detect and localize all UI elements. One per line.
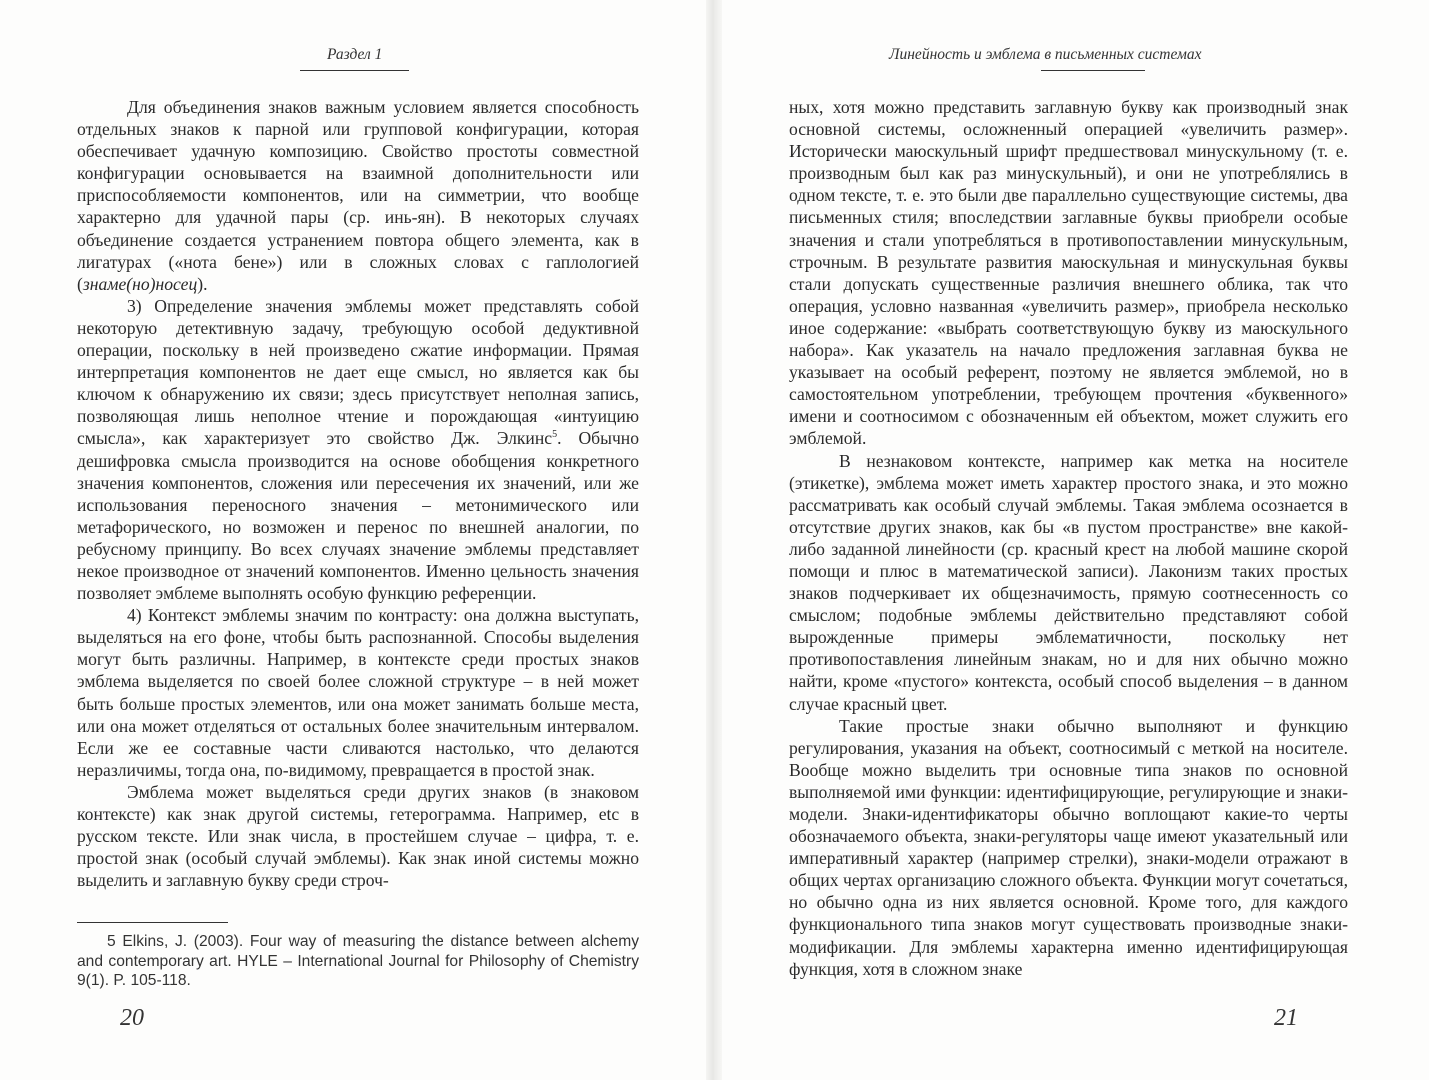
left-body-text — [77, 96, 639, 891]
right-paragraph: Такие простые знаки обычно выполняют и функцию регулирования, указания на объект, соотносимый с меткой на носителе. Вообще можно выделить три основные типа знаков по основной выполняемой ими функции: идентифицирующие, регулирующие и знаки-модели. Знаки-идентификаторы обычно воплощают какие-то черты обозначаемого объекта, знаки-регуляторы чаще имеют указательный или императивный характер (например стрелки), знаки-модели отражают в общих чертах организацию сложного объекта. Функции могут сочетаться, но обычно одна из них является основной. Кроме того, для каждого функционального типа знаков могут существовать производные знаки-модификации. Для эмблемы характерна именно идентифицирующая функция, хотя в сложном знаке — [789, 715, 1348, 979]
right-head-rule — [1041, 70, 1145, 71]
book-gutter — [706, 0, 722, 1080]
italic-term: знаме(но)носец — [82, 273, 198, 294]
right-paragraph: ных, хотя можно представить заглавную букву как производный знак основной системы, осложненный операцией «увеличить размер». Исторически маюскульный шрифт предшествовал минускульному (т. е. производным был как раз минускульный), и они не употреблялись в одном тексте, т. е. это были две параллельно существующие системы, два письменных стиля; впоследствии заглавные буквы приобрели особые значения и стали употребляться в противопоставлении минускульным, строчным. В результате развития маюскульная и минускульная буквы стали допускать существенные различия внешнего облика, так что операция, условно названная «увеличить размер», приобрела несколько иное содержание: «выбрать соответствующую букву из маюскульного набора». Как указатель на начало предложения заглавная буква не указывает на особый референт, поэтому не является эмблемой, но в самостоятельном употреблении, требующем прочтения «буквенного» имени и соотносимом с обозначенным ей объектом, может служить его эмблемой. — [789, 97, 1348, 449]
footnote-reference: 5 — [552, 429, 558, 441]
footnote: 5 Elkins, J. (2003). Four way of measuring the distance between alchemy and contemporary art. HYLE – International Journal for Philosophy of Chemistry 9(1). P. 105-118. — [77, 933, 639, 989]
left-paragraph: 3) Определение значения эмблемы может представлять собой некоторую детективную задачу, требующую особой дедуктивной операции, поскольку в ней произведено сжатие информации. Прямая интерпретация компонентов не дает еще смысл, но является как бы ключом к обнаружению их связи; здесь присутствует неполная запись, позволяющая лишь неполное чтение и порождающая «интуицию смысла», как характеризует это свойство Дж. Элкинс$^5$. Обычно дешифровка смысла производится на основе обобщения конкретного значения компонентов, сложения или пересечения их значений, или же использования переносного значения – метонимического или метафорического, но возможен и перенос по внешней аналогии, по ребусному принципу. Во всех случаях значение эмблемы представляет некое производное от значений компонентов. Именно цельность значения позволяет эмблеме выполнять особую функцию референции. — [77, 295, 640, 604]
left-paragraph: Эмблема может выделяться среди других знаков (в знаковом контексте) как знак другой системы, гетерограмма. Например, etc в русском тексте. Или знак числа, в простейшем случае – цифра, т. е. простой знак (особый случай эмблемы). Как знак иной системы можно выделить и заглавную букву среди строч- — [77, 781, 639, 891]
left-running-head: Раздел 1 — [327, 46, 383, 63]
left-head-rule — [300, 70, 409, 71]
footnote-number: 5 — [107, 933, 116, 950]
right-running-head: Линейность и эмблема в письменных системах — [889, 46, 1202, 63]
right-paragraph: В незнаковом контексте, например как метка на носителе (этикетке), эмблема может иметь характер простого знака, и это можно рассматривать как особый случай эмблемы. Такая эмблема осознается в отсутствие других знаков, как бы «в пустом пространстве» вне какой-либо заданной линейности (ср. красный крест на любой машине скорой помощи и плюс в математической записи). Лаконизм таких простых знаков подчеркивает их общезначимость, прямую соотнесенность со смыслом; подобные эмблемы действительно представляют собой вырожденные примеры эмблематичности, поскольку нет противопоставления линейным знакам, но и для них обычно можно найти, кроме «пустого» контекста, особый способ выделения – в данном случае красный цвет. — [789, 450, 1348, 714]
footnote-rule — [77, 922, 228, 923]
right-body-text — [789, 96, 1348, 980]
left-page-number: 20 — [120, 1005, 144, 1031]
left-paragraph: Для объединения знаков важным условием является способность отдельных знаков к парной или групповой конфигурации, которая обеспечивает удачную композицию. Свойство простоты совместной конфигурации основывается на взаимной дополнительности или приспособляемости компонентов, или на симметрии, что вообще характерно для удачной пары (ср. инь-ян). В некоторых случаях объединение создается устранением повтора общего элемента, как в лигатурах («нота бене») или в сложных словах с гаплологией (знаме(но)носец). — [77, 97, 639, 294]
left-paragraph: 4) Контекст эмблемы значим по контрасту: она должна выступать, выделяться на его фоне, чтобы быть распознанной. Способы выделения могут быть различны. Например, в контексте среди простых знаков эмблема выделяется по своей более сложной структуре – в ней может быть больше простых элементов, или она может занимать больше места, или она может отделяться от остальных более значительным интервалом. Если же ее составные части сливаются настолько, что делаются неразличимы, тогда она, по-видимому, превращается в простой знак. — [77, 605, 639, 780]
right-page-number: 21 — [1274, 1005, 1298, 1031]
